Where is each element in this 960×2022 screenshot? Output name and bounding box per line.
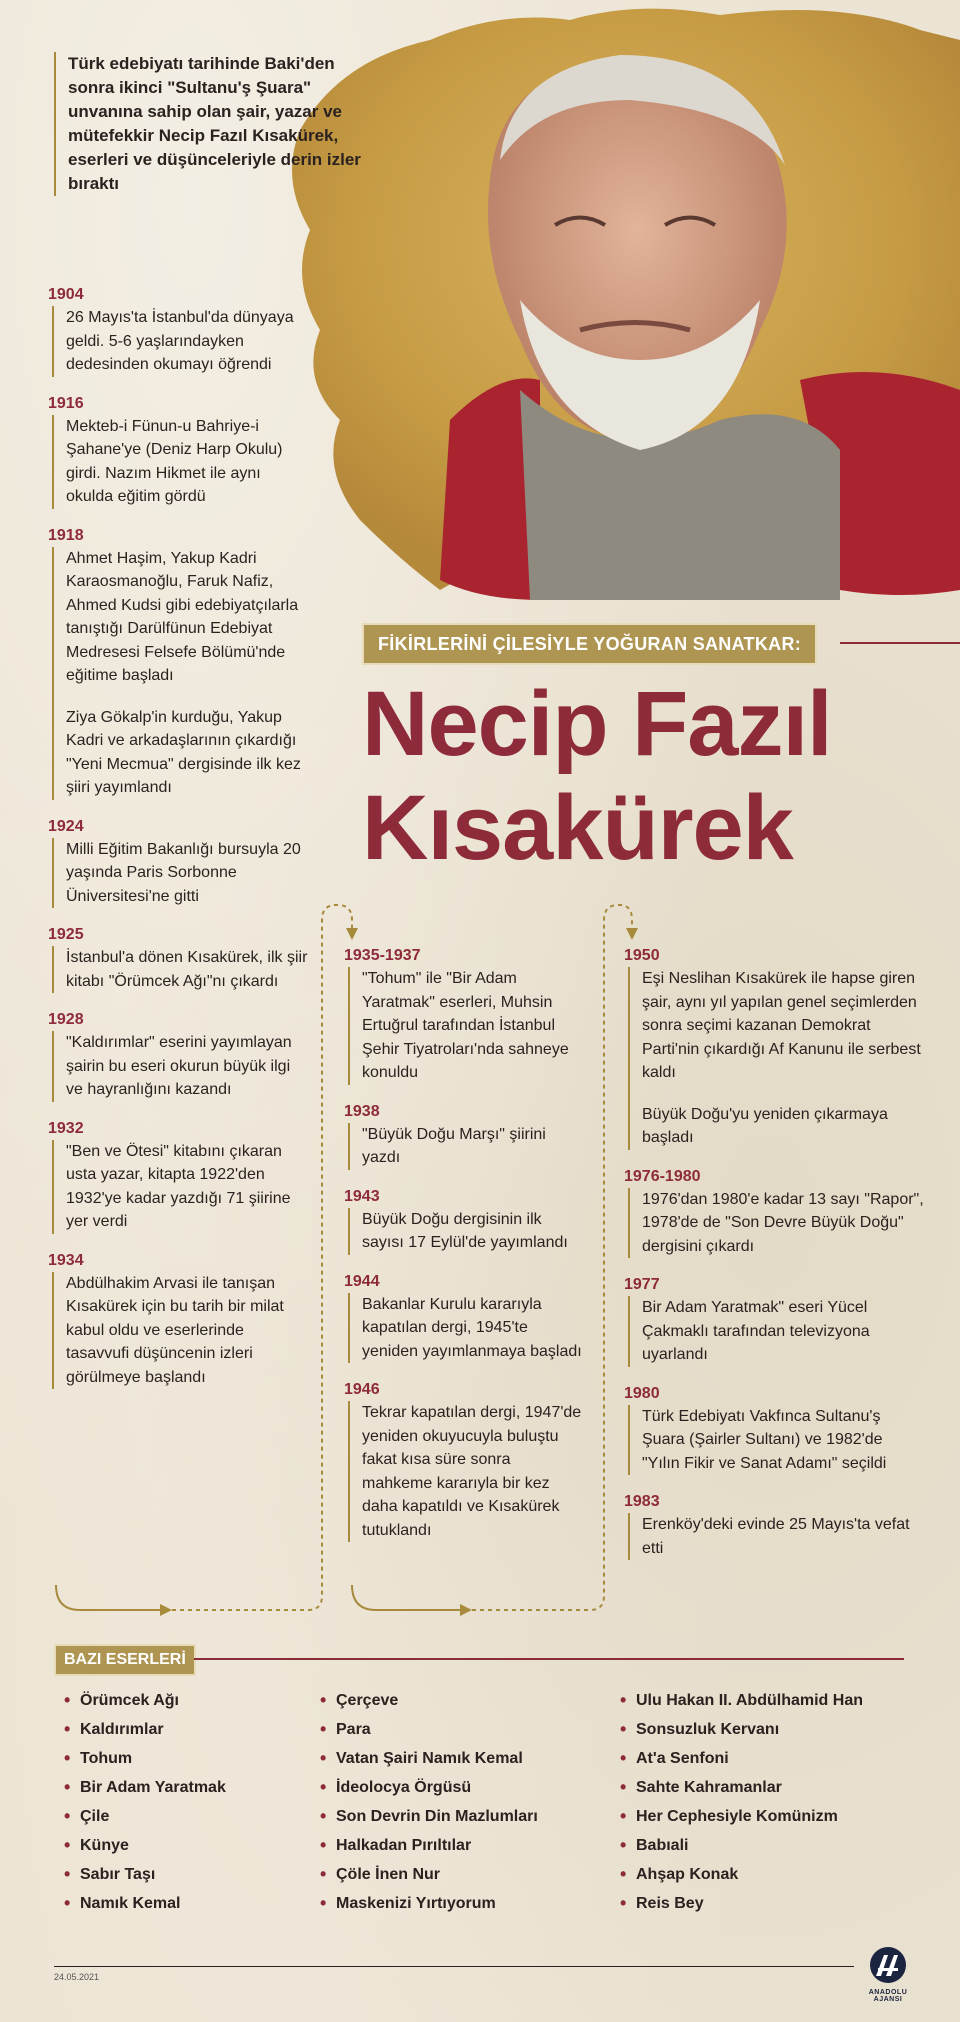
timeline-text: Bir Adam Yaratmak" eseri Yücel Çakmaklı tarafından televizyona uyarlandı [628, 1296, 924, 1367]
timeline-year: 1932 [48, 1119, 84, 1137]
works-section-divider [194, 1658, 904, 1660]
timeline-text: "Ben ve Ötesi" kitabını çıkaran usta yazar, kitapta 1922'den 1932'ye kadar yazdığı 71 şiirine yer verdi [52, 1140, 308, 1234]
timeline-year: 1938 [344, 1102, 380, 1120]
timeline-entry [624, 1491, 924, 1560]
timeline-text: Tekrar kapatılan dergi, 1947'de yeniden okuyucuyla buluştu fakat kısa süre sonra mahkeme kararıyla bir kez daha kapatıldı ve Kısakürek tutuklandı [348, 1401, 584, 1542]
timeline-entry [624, 945, 924, 1150]
timeline-text: 1976'dan 1980'e kadar 13 sayı "Rapor", 1978'de de "Son Devre Büyük Doğu" dergisini çıkardı [628, 1188, 924, 1259]
work-item: • Her Cephesiyle Komünizm [618, 1802, 863, 1831]
works-list-2 [318, 1686, 538, 1918]
timeline-entry [48, 284, 308, 377]
work-item: • Bir Adam Yaratmak [62, 1773, 226, 1802]
timeline-text: Bakanlar Kurulu kararıyla kapatılan dergi, 1945'te yeniden yayımlanmaya başladı [348, 1293, 584, 1364]
timeline-text: Erenköy'deki evinde 25 Mayıs'ta vefat etti [628, 1513, 924, 1560]
work-item: • Ahşap Konak [618, 1860, 863, 1889]
agency-logo [858, 1946, 918, 2006]
timeline-entry [344, 1186, 584, 1255]
timeline-year: 1925 [48, 926, 84, 943]
work-item: • Vatan Şairi Namık Kemal [318, 1744, 538, 1773]
timeline-entry [344, 1379, 584, 1542]
timeline-entry [344, 1101, 584, 1170]
timeline-year: 1918 [48, 526, 84, 544]
works-list-1 [62, 1686, 226, 1918]
work-item: • Babıali [618, 1831, 863, 1860]
work-item: • Çerçeve [318, 1686, 538, 1715]
work-item: • Sahte Kahramanlar [618, 1773, 863, 1802]
title-line-1: Necip Fazıl [362, 673, 832, 775]
timeline-text: Eşi Neslihan Kısakürek ile hapse giren şair, aynı yıl yapılan genel seçimlerden sonra seçimi kazanan Demokrat Parti'nin çıkardığı Af Kanunu ile serbest kaldı [628, 967, 924, 1085]
work-item: • Halkadan Pırıltılar [318, 1831, 538, 1860]
intro-text: Türk edebiyatı tarihinde Baki'den sonra ikinci "Sultanu'ş Şuara" unvanına sahip olan şair, yazar ve mütefekkir Necip Fazıl Kısakürek, eserleri ve düşünceleriyle derin izler bıraktı [54, 52, 368, 196]
work-item: • Sonsuzluk Kervanı [618, 1715, 863, 1744]
timeline-text: Abdülhakim Arvasi ile tanışan Kısakürek için bu tarih bir milat kabul oldu ve eserlerinde tasavvufi düşüncenin izleri görülmeye başlandı [52, 1272, 308, 1390]
works-section-label: BAZI ESERLERİ [54, 1644, 196, 1676]
timeline-text: Mekteb-i Fünun-u Bahriye-i Şahane'ye (Deniz Harp Okulu) girdi. Nazım Hikmet ile aynı okulda eğitim gördü [52, 415, 308, 509]
timeline-text: Büyük Doğu dergisinin ilk sayısı 17 Eylül'de yayımlandı [348, 1208, 584, 1255]
timeline-text: "Tohum" ile "Bir Adam Yaratmak" eserleri, Muhsin Ertuğrul tarafından İstanbul Şehir Tiyatroları'nda sahneye konuldu [348, 967, 584, 1085]
work-item: • İdeolocya Örgüsü [318, 1773, 538, 1802]
timeline-year: 1916 [48, 394, 84, 412]
timeline-entry [48, 525, 308, 800]
timeline-entry [48, 924, 308, 993]
timeline-year: 1944 [344, 1272, 380, 1290]
timeline-year: 1934 [48, 1251, 84, 1269]
work-item: • At'a Senfoni [618, 1744, 863, 1773]
timeline-text: İstanbul'a dönen Kısakürek, ilk şiir kitabı "Örümcek Ağı"nı çıkardı [52, 946, 308, 993]
timeline-year: 1924 [48, 817, 84, 835]
timeline-entry [624, 1166, 924, 1259]
work-item: • Sabır Taşı [62, 1860, 226, 1889]
work-item: • Reis Bey [618, 1889, 863, 1918]
timeline-year: 1977 [624, 1276, 660, 1293]
work-item: • Ulu Hakan II. Abdülhamid Han [618, 1686, 863, 1715]
timeline-text: Milli Eğitim Bakanlığı bursuyla 20 yaşında Paris Sorbonne Üniversitesi'ne gitti [52, 838, 308, 909]
timeline-year: 1983 [624, 1493, 660, 1510]
timeline-text: Ahmet Haşim, Yakup Kadri Karaosmanoğlu, Faruk Nafiz, Ahmed Kudsi gibi edebiyatçılarla tanıştığı Darülfünun Edebiyat Medresesi Felsefe Bölümü'nde eğitime başladı [52, 547, 308, 688]
timeline-text: Türk Edebiyatı Vakfınca Sultanu'ş Şuara (Şairler Sultanı) ve 1982'de "Yılın Fikir ve Sanat Adamı" seçildi [628, 1405, 924, 1476]
timeline-entry [344, 945, 584, 1085]
timeline-year: 1943 [344, 1187, 380, 1205]
timeline-column-2 [344, 945, 584, 1542]
timeline-year: 1928 [48, 1011, 84, 1028]
timeline-text: "Kaldırımlar" eserini yayımlayan şairin bu eseri okurun büyük ilgi ve hayranlığını kazandı [52, 1031, 308, 1102]
subtitle-banner: FİKİRLERİNİ ÇİLESİYLE YOĞURAN SANATKAR: [362, 623, 817, 665]
work-item: • Çöle İnen Nur [318, 1860, 538, 1889]
timeline-entry [48, 393, 308, 509]
work-item: • Para [318, 1715, 538, 1744]
publish-date: 24.05.2021 [54, 1972, 100, 1982]
timeline-entry [48, 1118, 308, 1234]
work-item: • Çile [62, 1802, 226, 1831]
timeline-year: 1935-1937 [344, 947, 421, 964]
timeline-year: 1976-1980 [624, 1167, 701, 1185]
timeline-year: 1950 [624, 947, 660, 964]
agency-logo-icon [868, 1946, 908, 1984]
timeline-entry [344, 1271, 584, 1364]
timeline-entry [624, 1274, 924, 1367]
works-list-3 [618, 1686, 863, 1918]
timeline-text: "Büyük Doğu Marşı" şiirini yazdı [348, 1123, 584, 1170]
timeline-entry [48, 1009, 308, 1102]
work-item: • Maskenizi Yırtıyorum [318, 1889, 538, 1918]
agency-logo-text: ANADOLU AJANSI [868, 1989, 908, 2003]
timeline-column-1 [48, 284, 308, 1389]
timeline-column-3 [624, 945, 924, 1560]
work-item: • Örümcek Ağı [62, 1686, 226, 1715]
timeline-text: Ziya Gökalp'in kurduğu, Yakup Kadri ve arkadaşlarının çıkardığı "Yeni Mecmua" dergisinde ilk kez şiiri yayımlandı [52, 706, 308, 800]
timeline-entry [48, 816, 308, 909]
timeline-year: 1904 [48, 286, 84, 303]
timeline-entry [624, 1383, 924, 1476]
footer-divider [54, 1966, 854, 1967]
work-item: • Namık Kemal [62, 1889, 226, 1918]
work-item: • Son Devrin Din Mazlumları [318, 1802, 538, 1831]
work-item: • Künye [62, 1831, 226, 1860]
work-item: • Kaldırımlar [62, 1715, 226, 1744]
work-item: • Tohum [62, 1744, 226, 1773]
timeline-text: Büyük Doğu'yu yeniden çıkarmaya başladı [628, 1103, 924, 1150]
title-line-2: Kısakürek [362, 777, 793, 879]
timeline-year: 1980 [624, 1384, 660, 1402]
timeline-year: 1946 [344, 1381, 380, 1398]
timeline-entry [48, 1250, 308, 1390]
timeline-text: 26 Mayıs'ta İstanbul'da dünyaya geldi. 5-6 yaşlarındayken dedesinden okumayı öğrendi [52, 306, 308, 377]
